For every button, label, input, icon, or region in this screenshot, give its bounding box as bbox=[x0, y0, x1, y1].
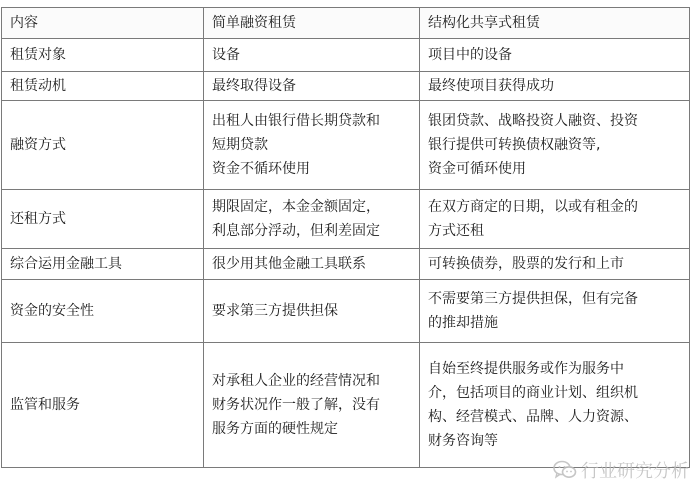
simple-lease-cell: 对承租人企业的经营情况和 财务状况作一般了解，没有 服务方面的硬性规定 bbox=[204, 343, 420, 468]
structured-lease-cell: 最终使项目获得成功 bbox=[420, 72, 690, 101]
table-row bbox=[2, 39, 690, 72]
structured-lease-cell: 项目中的设备 bbox=[420, 39, 690, 72]
simple-lease-cell: 很少用其他金融工具联系 bbox=[204, 249, 420, 280]
table-row bbox=[2, 280, 690, 343]
table-row bbox=[2, 72, 690, 101]
table-row bbox=[2, 101, 690, 190]
row-label: 资金的安全性 bbox=[2, 280, 204, 343]
header-cell-content: 内容 bbox=[2, 8, 204, 39]
simple-lease-cell: 出租人由银行借长期贷款和 短期贷款 资金不循环使用 bbox=[204, 101, 420, 190]
simple-lease-cell: 要求第三方提供担保 bbox=[204, 280, 420, 343]
simple-lease-cell: 期限固定，本金金额固定， 利息部分浮动，但利差固定 bbox=[204, 190, 420, 249]
row-label: 还租方式 bbox=[2, 190, 204, 249]
structured-lease-cell: 银团贷款、战略投资人融资、投资 银行提供可转换债权融资等, 资金可循环使用 bbox=[420, 101, 690, 190]
simple-lease-cell: 设备 bbox=[204, 39, 420, 72]
table-row bbox=[2, 190, 690, 249]
watermark bbox=[553, 457, 689, 483]
structured-lease-cell: 自始至终提供服务或作为服务中 介，包括项目的商业计划、组织机 构、经营模式、品牌、人力资源、 财务咨询等 bbox=[420, 343, 690, 468]
header-cell-simple-lease: 简单融资租赁 bbox=[204, 8, 420, 39]
table-header-row bbox=[2, 8, 690, 39]
structured-lease-cell: 在双方商定的日期，以或有租金的 方式还租 bbox=[420, 190, 690, 249]
structured-lease-cell: 不需要第三方提供担保，但有完备 的推却措施 bbox=[420, 280, 690, 343]
row-label: 融资方式 bbox=[2, 101, 204, 190]
row-label: 租赁动机 bbox=[2, 72, 204, 101]
header-cell-structured-lease: 结构化共享式租赁 bbox=[420, 8, 690, 39]
table-row bbox=[2, 249, 690, 280]
row-label: 监管和服务 bbox=[2, 343, 204, 468]
row-label: 租赁对象 bbox=[2, 39, 204, 72]
wechat-icon bbox=[553, 460, 577, 480]
simple-lease-cell: 最终取得设备 bbox=[204, 72, 420, 101]
leasing-comparison-table bbox=[1, 7, 690, 468]
structured-lease-cell: 可转换债券，股票的发行和上市 bbox=[420, 249, 690, 280]
watermark-text: 行业研究分析 bbox=[581, 461, 689, 482]
table-row bbox=[2, 343, 690, 468]
row-label: 综合运用金融工具 bbox=[2, 249, 204, 280]
comparison-table-container bbox=[1, 7, 690, 468]
